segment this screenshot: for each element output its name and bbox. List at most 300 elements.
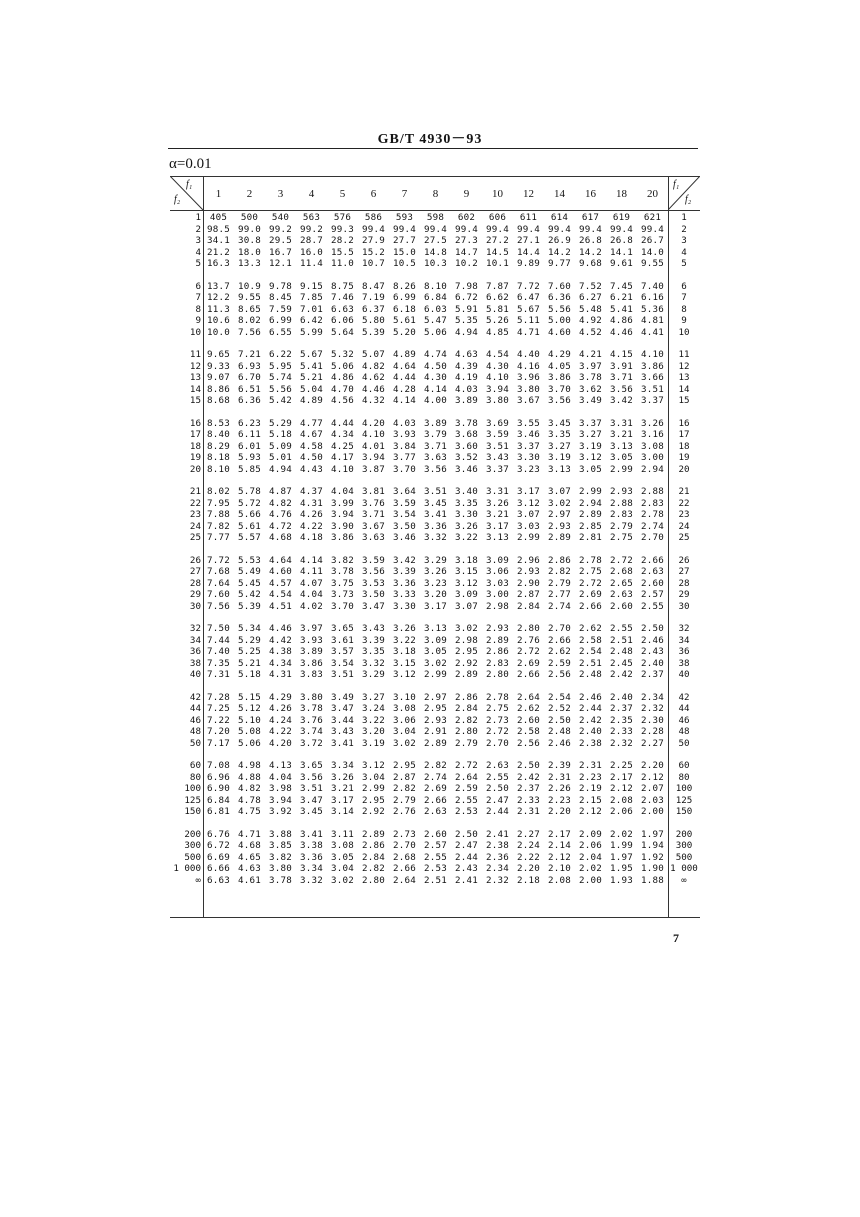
table-cell: 27.7 xyxy=(393,235,416,246)
table-cell: 9.55 xyxy=(641,258,664,269)
table-cell: 405 xyxy=(209,212,228,223)
table-cell: 3.02 xyxy=(393,737,416,749)
table-cell: 10.2 xyxy=(455,258,478,269)
row-header-f2-right: 15 xyxy=(678,395,690,406)
table-cell: 3.56 xyxy=(362,566,385,577)
table-cell: 6.21 xyxy=(610,292,633,303)
table-cell: 4.34 xyxy=(331,429,354,440)
table-cell: 6.69 xyxy=(207,851,230,863)
table-cell: 3.04 xyxy=(393,726,416,737)
row-header-f2-right: 7 xyxy=(681,292,687,303)
table-cell: 2.15 xyxy=(579,794,602,806)
table-cell: 6.99 xyxy=(393,292,416,303)
table-cell: 4.94 xyxy=(269,463,292,475)
table-cell: 2.78 xyxy=(641,509,664,520)
table-cell: 6.18 xyxy=(393,303,416,315)
row-header-f2-right: 12 xyxy=(678,360,690,372)
table-cell: 3.22 xyxy=(393,634,416,646)
table-cell: 2.87 xyxy=(517,589,540,600)
table-cell: 2.41 xyxy=(455,874,478,886)
table-cell: 4.82 xyxy=(238,783,261,794)
table-cell: 4.25 xyxy=(331,440,354,452)
table-cell: 2.99 xyxy=(424,669,447,680)
table-cell: 3.43 xyxy=(486,452,509,463)
table-cell: 5.99 xyxy=(300,326,323,338)
table-cell: 5.61 xyxy=(238,520,261,532)
table-cell: 2.72 xyxy=(486,726,509,737)
table-cell: 3.59 xyxy=(486,429,509,440)
table-cell: 5.48 xyxy=(579,303,602,315)
table-cell: 2.59 xyxy=(455,783,478,794)
table-cell: 3.88 xyxy=(269,828,292,840)
table-cell: 3.37 xyxy=(517,440,540,452)
table-cell: 2.75 xyxy=(486,703,509,714)
table-cell: 4.62 xyxy=(362,372,385,383)
table-cell: 4.26 xyxy=(269,703,292,714)
table-cell: 7.45 xyxy=(610,280,633,292)
row-header-f2: 9 xyxy=(195,315,201,326)
table-cell: 2.93 xyxy=(548,520,571,532)
table-cell: 6.42 xyxy=(300,315,323,326)
table-cell: 3.13 xyxy=(548,463,571,475)
table-cell: 4.02 xyxy=(300,600,323,612)
table-cell: 2.51 xyxy=(424,874,447,886)
row-header-f2-right: 20 xyxy=(678,463,690,475)
row-header-f2: 42 xyxy=(189,691,201,703)
table-cell: 15.2 xyxy=(362,246,385,258)
table-cell: 2.77 xyxy=(548,589,571,600)
table-cell: 3.68 xyxy=(455,429,478,440)
table-cell: 6.70 xyxy=(238,372,261,383)
table-cell: 7.60 xyxy=(548,280,571,292)
table-cell: 1.97 xyxy=(610,851,633,863)
table-cell: 3.16 xyxy=(641,429,664,440)
column-header-f1: 5 xyxy=(339,188,346,200)
row-header-f2: 32 xyxy=(189,623,201,634)
table-cell: 4.04 xyxy=(269,771,292,783)
table-cell: 2.50 xyxy=(548,714,571,726)
table-cell: 3.44 xyxy=(331,714,354,726)
column-header-f1: 12 xyxy=(523,188,534,200)
table-cell: 3.78 xyxy=(331,566,354,577)
table-cell: 4.11 xyxy=(300,566,323,577)
table-top-rule xyxy=(170,176,700,177)
table-cell: 2.33 xyxy=(610,726,633,737)
table-cell: 2.76 xyxy=(393,806,416,817)
table-cell: 5.61 xyxy=(393,315,416,326)
table-cell: 7.19 xyxy=(362,292,385,303)
table-cell: 3.51 xyxy=(331,669,354,680)
table-cell: 3.45 xyxy=(548,417,571,429)
table-cell: 3.47 xyxy=(300,794,323,806)
table-cell: 9.07 xyxy=(207,372,230,383)
table-cell: 2.66 xyxy=(393,863,416,874)
table-cell: 6.93 xyxy=(238,360,261,372)
header-rule xyxy=(168,148,698,149)
table-cell: 2.73 xyxy=(393,828,416,840)
table-cell: 2.95 xyxy=(455,646,478,657)
table-cell: 7.40 xyxy=(207,646,230,657)
table-cell: 3.05 xyxy=(424,646,447,657)
table-cell: 3.56 xyxy=(300,771,323,783)
table-cell: 2.92 xyxy=(362,806,385,817)
table-cell: 99.4 xyxy=(362,223,385,235)
row-header-f2-right: 16 xyxy=(678,417,690,429)
table-cell: 3.91 xyxy=(610,360,633,372)
row-header-f2: 48 xyxy=(189,726,201,737)
table-cell: 621 xyxy=(643,212,662,223)
table-cell: 2.48 xyxy=(548,726,571,737)
row-header-f2-right: 24 xyxy=(678,520,690,532)
table-cell: 2.94 xyxy=(579,497,602,509)
table-cell: 3.04 xyxy=(331,863,354,874)
table-cell: 2.60 xyxy=(610,600,633,612)
table-cell: 34.1 xyxy=(207,235,230,246)
table-cell: 2.26 xyxy=(548,783,571,794)
table-cell: 3.35 xyxy=(548,429,571,440)
table-cell: 5.93 xyxy=(238,452,261,463)
table-cell: 2.27 xyxy=(517,828,540,840)
table-cell: 7.25 xyxy=(207,703,230,714)
table-cell: 4.86 xyxy=(331,372,354,383)
table-cell: 2.99 xyxy=(610,463,633,475)
row-header-f2: 8 xyxy=(195,303,201,315)
table-cell: 5.42 xyxy=(238,589,261,600)
column-header-f1: 20 xyxy=(647,188,658,200)
table-cell: 7.40 xyxy=(641,280,664,292)
table-cell: 5.42 xyxy=(269,395,292,406)
table-cell: 10.3 xyxy=(424,258,447,269)
table-cell: 5.67 xyxy=(517,303,540,315)
table-cell: 3.26 xyxy=(455,520,478,532)
table-cell: 2.82 xyxy=(393,783,416,794)
row-header-f2-right: 48 xyxy=(678,726,690,737)
table-cell: 2.84 xyxy=(517,600,540,612)
table-cell: 8.10 xyxy=(207,463,230,475)
table-cell: 16.0 xyxy=(300,246,323,258)
table-cell: 6.36 xyxy=(548,292,571,303)
table-cell: 26.8 xyxy=(610,235,633,246)
table-cell: 3.10 xyxy=(393,691,416,703)
table-cell: 2.86 xyxy=(548,554,571,566)
table-cell: 2.51 xyxy=(579,657,602,669)
table-cell: 3.77 xyxy=(393,452,416,463)
table-cell: 3.71 xyxy=(424,440,447,452)
table-cell: 99.0 xyxy=(238,223,261,235)
table-cell: 3.38 xyxy=(300,840,323,851)
table-cell: 2.44 xyxy=(486,806,509,817)
table-cell: 6.01 xyxy=(238,440,261,452)
table-cell: 3.07 xyxy=(517,509,540,520)
table-cell: 9.33 xyxy=(207,360,230,372)
table-cell: 614 xyxy=(550,212,569,223)
table-cell: 3.85 xyxy=(269,840,292,851)
table-cell: 3.20 xyxy=(362,726,385,737)
table-cell: 3.06 xyxy=(393,714,416,726)
table-cell: 3.35 xyxy=(455,497,478,509)
table-cell: 2.64 xyxy=(517,691,540,703)
table-cell: 2.66 xyxy=(424,794,447,806)
row-header-f2: 5 xyxy=(195,258,201,269)
table-cell: 5.01 xyxy=(269,452,292,463)
row-header-f2: 125 xyxy=(184,794,201,806)
table-cell: 2.06 xyxy=(579,840,602,851)
table-cell: 99.4 xyxy=(548,223,571,235)
table-cell: 2.60 xyxy=(424,828,447,840)
table-cell: 4.85 xyxy=(486,326,509,338)
table-cell: 4.04 xyxy=(331,486,354,497)
table-cell: 3.11 xyxy=(331,828,354,840)
table-cell: 3.37 xyxy=(486,463,509,475)
table-cell: 5.29 xyxy=(238,634,261,646)
table-cell: 3.02 xyxy=(331,874,354,886)
table-cell: 7.52 xyxy=(579,280,602,292)
table-cell: 6.96 xyxy=(207,771,230,783)
table-cell: 6.16 xyxy=(641,292,664,303)
table-cell: 2.44 xyxy=(455,851,478,863)
table-cell: 2.50 xyxy=(486,783,509,794)
table-cell: 14.5 xyxy=(486,246,509,258)
table-cell: 2.33 xyxy=(517,794,540,806)
table-cell: 99.4 xyxy=(641,223,664,235)
table-cell: 2.74 xyxy=(548,600,571,612)
table-cell: 2.72 xyxy=(455,760,478,771)
row-header-f2: 150 xyxy=(184,806,201,817)
table-cell: 576 xyxy=(333,212,352,223)
table-cell: 14.1 xyxy=(610,246,633,258)
table-cell: 5.85 xyxy=(238,463,261,475)
table-cell: 5.04 xyxy=(300,383,323,395)
table-cell: 4.16 xyxy=(517,360,540,372)
table-cell: 4.00 xyxy=(424,395,447,406)
row-header-f2-right: 9 xyxy=(681,315,687,326)
column-header-f1: 9 xyxy=(463,188,470,200)
table-cell: 3.07 xyxy=(548,486,571,497)
row-header-f2-right: 42 xyxy=(678,691,690,703)
table-cell: 3.75 xyxy=(331,577,354,589)
table-cell: 6.51 xyxy=(238,383,261,395)
table-cell: 3.46 xyxy=(393,532,416,543)
table-cell: 5.06 xyxy=(238,737,261,749)
table-cell: 5.41 xyxy=(300,360,323,372)
table-cell: 26.7 xyxy=(641,235,664,246)
table-cell: 5.39 xyxy=(362,326,385,338)
table-cell: 3.00 xyxy=(486,589,509,600)
table-cell: 4.71 xyxy=(238,828,261,840)
table-cell: 3.08 xyxy=(641,440,664,452)
row-header-f2: 36 xyxy=(189,646,201,657)
table-cell: 3.72 xyxy=(300,737,323,749)
table-cell: 5.56 xyxy=(269,383,292,395)
row-header-f2: 23 xyxy=(189,509,201,520)
table-cell: 2.32 xyxy=(486,874,509,886)
table-cell: 4.42 xyxy=(269,634,292,646)
table-cell: 3.76 xyxy=(300,714,323,726)
table-cell: 14.4 xyxy=(517,246,540,258)
table-cell: 2.12 xyxy=(548,851,571,863)
table-cell: 7.44 xyxy=(207,634,230,646)
table-cell: 2.45 xyxy=(610,657,633,669)
table-cell: 99.4 xyxy=(579,223,602,235)
table-cell: 4.31 xyxy=(300,497,323,509)
table-cell: 2.44 xyxy=(579,703,602,714)
table-cell: 2.02 xyxy=(579,863,602,874)
row-header-f2: 14 xyxy=(189,383,201,395)
table-cell: 2.81 xyxy=(579,532,602,543)
table-cell: 9.15 xyxy=(300,280,323,292)
corner-label-top-right: f₁ xyxy=(673,179,680,190)
table-cell: 7.72 xyxy=(517,280,540,292)
table-cell: 3.13 xyxy=(424,623,447,634)
table-cell: 593 xyxy=(395,212,414,223)
table-cell: 4.81 xyxy=(641,315,664,326)
table-cell: 4.32 xyxy=(362,395,385,406)
column-header-f1: 8 xyxy=(432,188,439,200)
table-cell: 6.62 xyxy=(486,292,509,303)
table-cell: 99.2 xyxy=(300,223,323,235)
column-header-f1: 14 xyxy=(554,188,565,200)
table-cell: 5.10 xyxy=(238,714,261,726)
table-cell: 2.34 xyxy=(486,863,509,874)
table-cell: 5.18 xyxy=(238,669,261,680)
table-cell: 2.80 xyxy=(517,623,540,634)
table-cell: 2.91 xyxy=(424,726,447,737)
table-cell: 3.78 xyxy=(455,417,478,429)
table-cell: 5.36 xyxy=(641,303,664,315)
table-cell: 3.74 xyxy=(300,726,323,737)
table-cell: 3.09 xyxy=(486,554,509,566)
table-cell: 2.89 xyxy=(424,737,447,749)
table-cell: 9.61 xyxy=(610,258,633,269)
table-cell: 5.78 xyxy=(238,486,261,497)
table-cell: 2.82 xyxy=(362,863,385,874)
table-cell: 4.20 xyxy=(269,737,292,749)
table-cell: 2.83 xyxy=(610,509,633,520)
table-cell: 6.23 xyxy=(238,417,261,429)
table-cell: 2.79 xyxy=(455,737,478,749)
row-header-f2-right: 44 xyxy=(678,703,690,714)
table-cell: 4.40 xyxy=(517,349,540,360)
table-cell: 3.54 xyxy=(393,509,416,520)
table-cell: 2.03 xyxy=(641,794,664,806)
table-cell: 9.89 xyxy=(517,258,540,269)
table-cell: 2.89 xyxy=(486,634,509,646)
table-cell: 8.02 xyxy=(207,486,230,497)
table-cell: 2.93 xyxy=(610,486,633,497)
table-cell: 6.03 xyxy=(424,303,447,315)
table-cell: 7.28 xyxy=(207,691,230,703)
table-cell: 2.39 xyxy=(548,760,571,771)
table-cell: 2.80 xyxy=(486,669,509,680)
page-number: 7 xyxy=(673,931,679,945)
table-cell: 606 xyxy=(488,212,507,223)
table-cell: 2.54 xyxy=(579,646,602,657)
table-cell: 8.86 xyxy=(207,383,230,395)
table-cell: 2.25 xyxy=(610,760,633,771)
table-cell: 5.20 xyxy=(393,326,416,338)
table-cell: 5.18 xyxy=(269,429,292,440)
row-header-f2: 50 xyxy=(189,737,201,749)
row-header-f2: 1 000 xyxy=(173,863,201,874)
table-cell: 5.39 xyxy=(238,600,261,612)
table-cell: 2.22 xyxy=(517,851,540,863)
row-header-f2-right: 3 xyxy=(681,235,687,246)
table-cell: 8.18 xyxy=(207,452,230,463)
table-cell: 5.32 xyxy=(331,349,354,360)
table-cell: 3.63 xyxy=(362,532,385,543)
table-cell: 4.43 xyxy=(300,463,323,475)
table-cell: 4.92 xyxy=(579,315,602,326)
row-header-f2-right: 1 xyxy=(681,212,687,223)
table-cell: 3.39 xyxy=(393,566,416,577)
table-cell: 5.00 xyxy=(548,315,571,326)
row-header-f2-right: 18 xyxy=(678,440,690,452)
table-cell: 11.3 xyxy=(207,303,230,315)
table-cell: 602 xyxy=(457,212,476,223)
row-header-f2: 25 xyxy=(189,532,201,543)
table-cell: 3.02 xyxy=(455,623,478,634)
table-cell: 9.78 xyxy=(269,280,292,292)
table-cell: 2.68 xyxy=(610,566,633,577)
table-cell: 6.06 xyxy=(331,315,354,326)
table-cell: 3.87 xyxy=(362,463,385,475)
table-cell: 540 xyxy=(271,212,290,223)
table-cell: 8.26 xyxy=(393,280,416,292)
table-cell: 2.69 xyxy=(579,589,602,600)
row-header-f2: 19 xyxy=(189,452,201,463)
table-cell: 2.31 xyxy=(579,760,602,771)
table-cell: 10.7 xyxy=(362,258,385,269)
table-cell: 2.40 xyxy=(610,691,633,703)
table-cell: 2.82 xyxy=(455,714,478,726)
table-cell: 3.12 xyxy=(579,452,602,463)
column-header-f1: 7 xyxy=(401,188,408,200)
table-cell: 2.17 xyxy=(548,828,571,840)
table-cell: 3.31 xyxy=(610,417,633,429)
table-cell: 2.00 xyxy=(579,874,602,886)
table-cell: 2.40 xyxy=(641,657,664,669)
table-cell: 3.15 xyxy=(455,566,478,577)
table-cell: 2.38 xyxy=(486,840,509,851)
table-cell: 4.75 xyxy=(238,806,261,817)
row-header-f2-right: 13 xyxy=(678,372,690,383)
table-cell: 2.04 xyxy=(579,851,602,863)
table-cell: 2.93 xyxy=(486,623,509,634)
table-cell: 3.82 xyxy=(269,851,292,863)
table-cell: 2.55 xyxy=(424,851,447,863)
table-cell: 2.72 xyxy=(579,577,602,589)
row-header-f2-right: 10 xyxy=(678,326,690,338)
table-cell: 2.12 xyxy=(579,806,602,817)
table-cell: 9.55 xyxy=(238,292,261,303)
table-cell: 2.70 xyxy=(641,532,664,543)
table-cell: 2.62 xyxy=(548,646,571,657)
table-cell: 3.17 xyxy=(517,486,540,497)
table-cell: 4.60 xyxy=(269,566,292,577)
table-cell: 2.20 xyxy=(641,760,664,771)
table-cell: 5.21 xyxy=(300,372,323,383)
table-cell: 3.42 xyxy=(393,554,416,566)
table-cell: 2.99 xyxy=(362,783,385,794)
table-cell: 4.22 xyxy=(269,726,292,737)
table-cell: 4.22 xyxy=(300,520,323,532)
table-cell: 2.79 xyxy=(548,577,571,589)
table-cell: 3.36 xyxy=(300,851,323,863)
table-cell: 99.4 xyxy=(486,223,509,235)
table-cell: 3.12 xyxy=(455,577,478,589)
table-cell: 2.60 xyxy=(641,577,664,589)
table-cell: 3.26 xyxy=(331,771,354,783)
